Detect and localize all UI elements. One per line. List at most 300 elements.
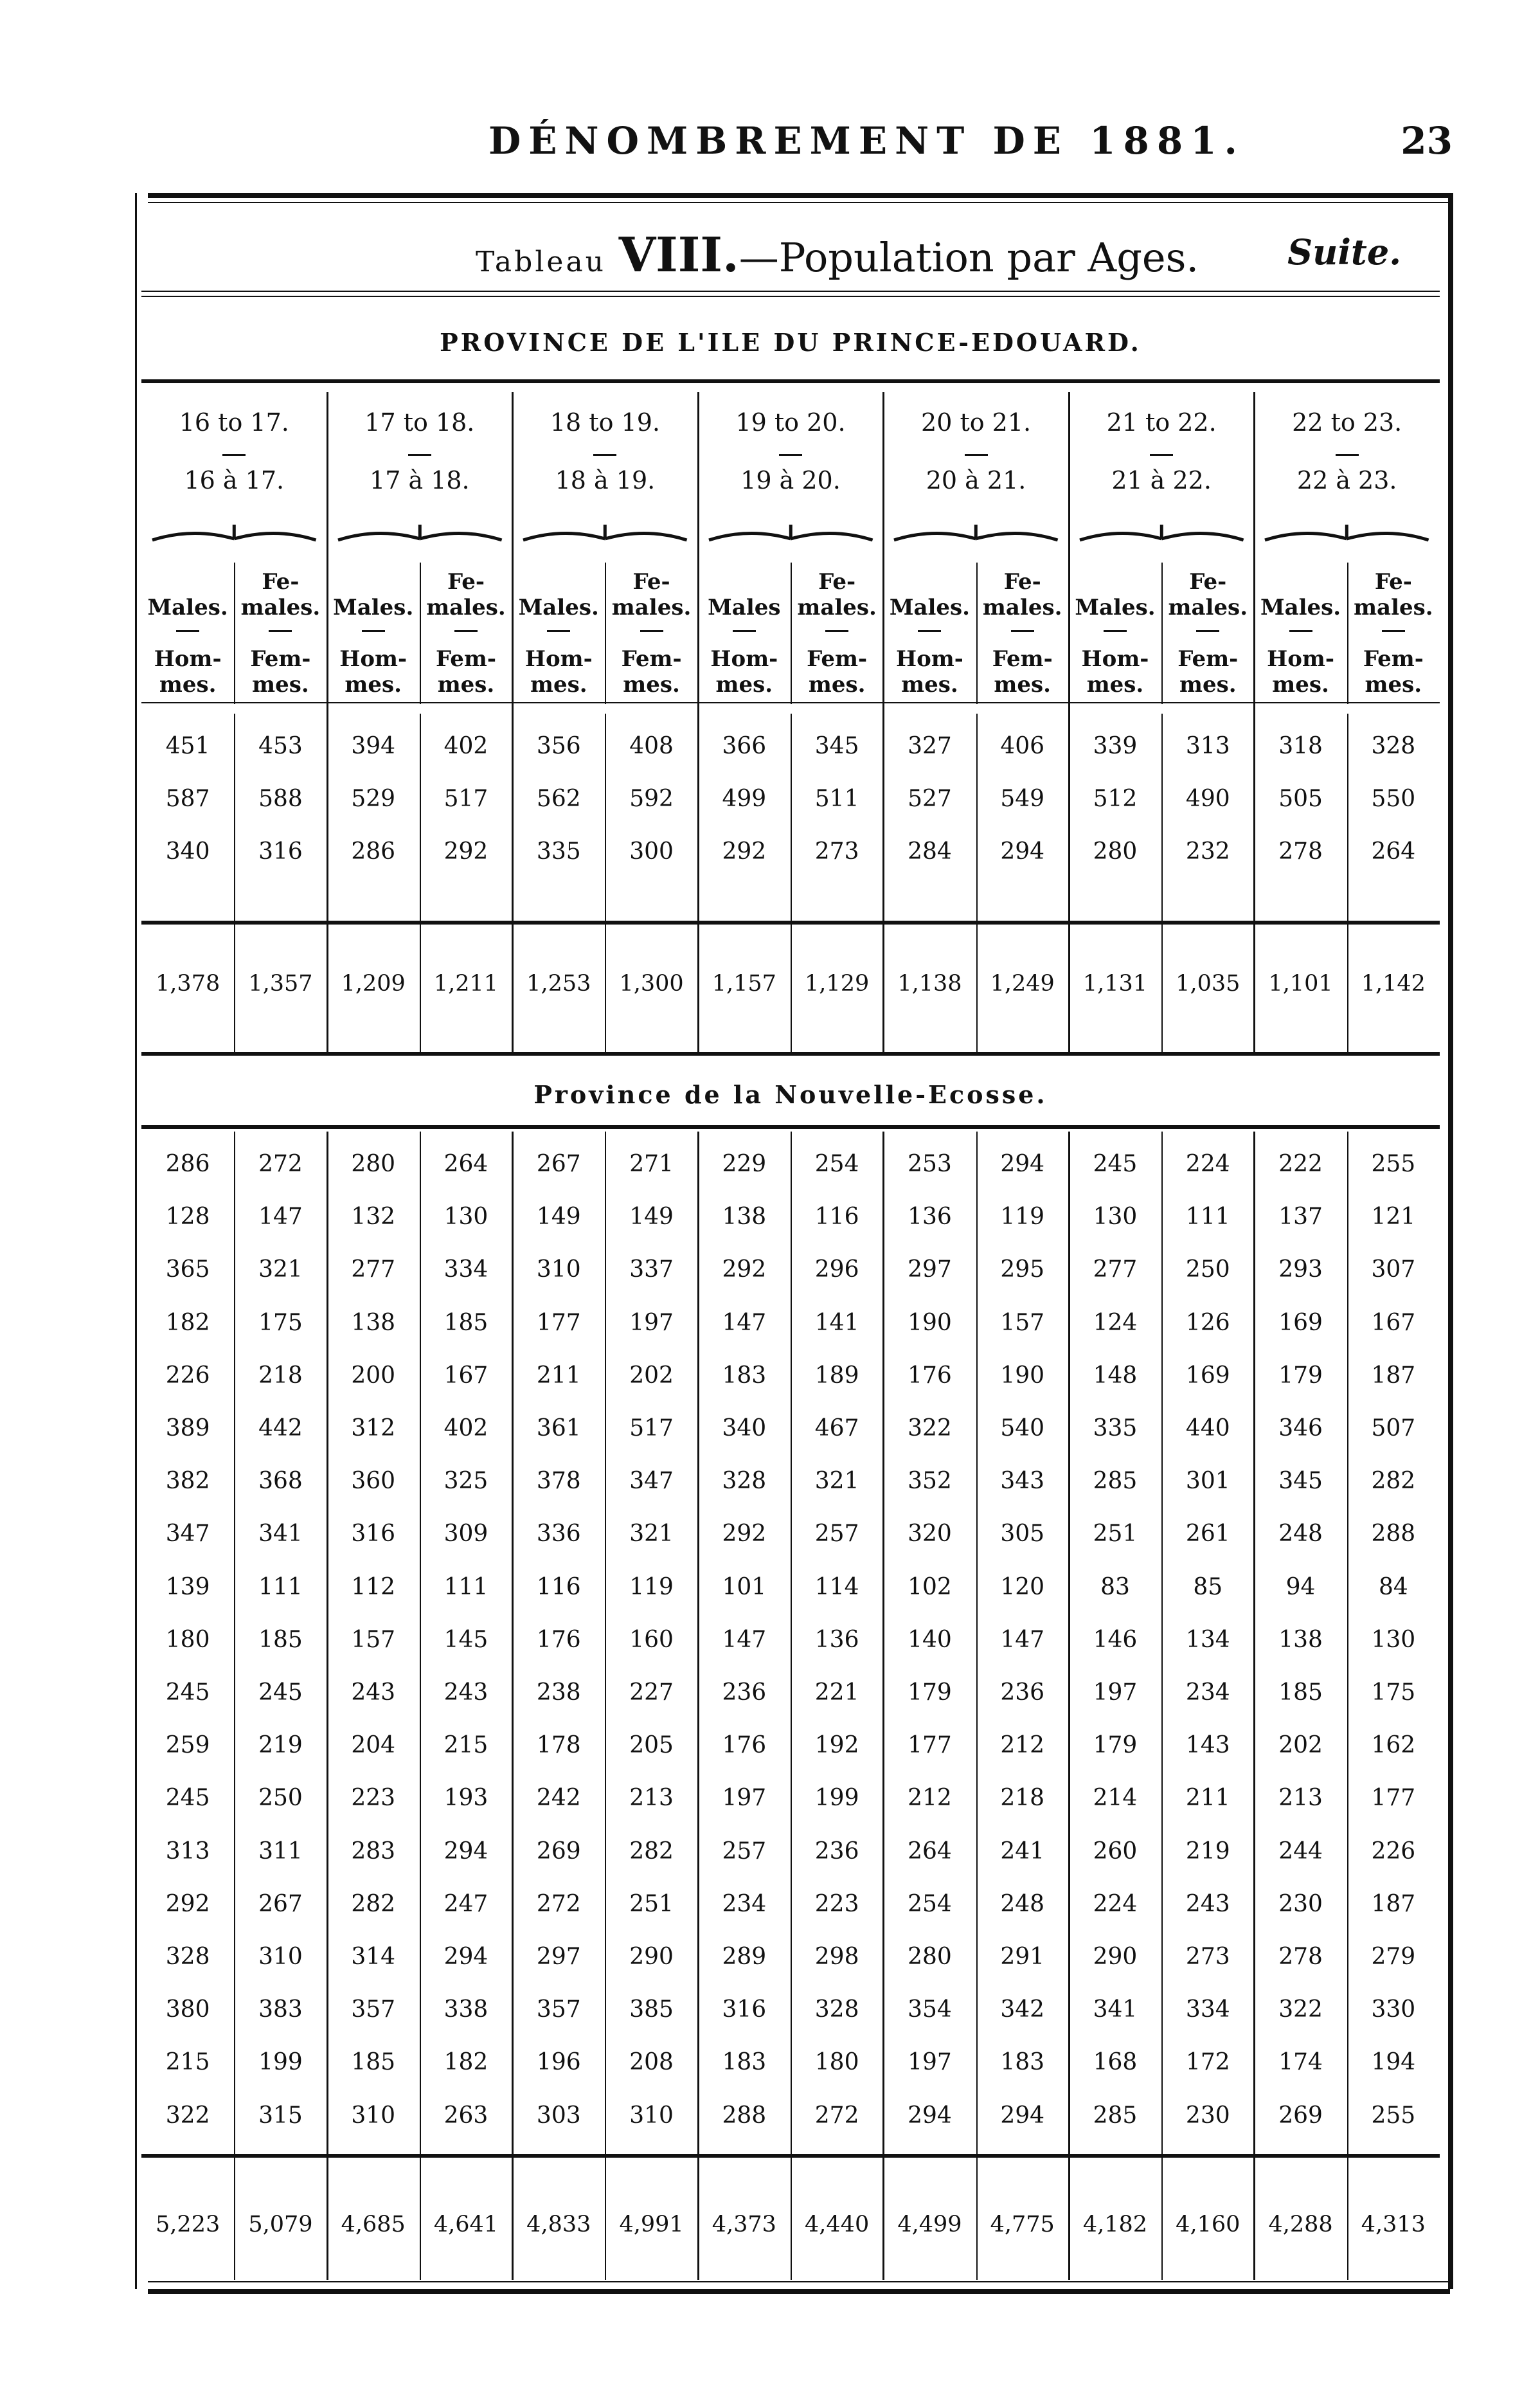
table-cell: 245 [165,1785,210,1812]
brace-icon [1079,521,1245,546]
sub-header-en: Fe- males. [1168,569,1248,620]
table-cell: 290 [1093,1944,1138,1970]
table-cell: 294 [443,1944,488,1970]
sub-header-en: Males. [333,595,414,620]
table-cell: 322 [165,2102,210,2129]
column-divider [234,714,235,926]
table-cell: 157 [351,1626,396,1653]
table-cell: 139 [165,1573,210,1600]
table-cell: 328 [814,1996,859,2023]
table-cell: 309 [443,1521,488,1548]
table-cell: 277 [351,1256,396,1283]
table-cell: 347 [165,1521,210,1548]
table-cell: 328 [722,1468,767,1495]
table-cell: 175 [1371,1679,1416,1706]
table-cell: 341 [258,1521,303,1548]
table-cell: 116 [536,1573,581,1600]
table-cell: 550 [1371,786,1416,812]
total-cell: 4,991 [619,2212,684,2237]
table-cell: 168 [1093,2049,1138,2076]
table-cell: 254 [814,1151,859,1177]
column-divider [1161,714,1163,926]
table-cell: 360 [351,1468,396,1495]
table-cell: 243 [351,1679,396,1706]
table-cell: 205 [629,1732,674,1759]
table-cell: 245 [165,1679,210,1706]
table-cell: 352 [908,1468,952,1495]
table-cell: 138 [1278,1626,1323,1653]
table-cell: 102 [908,1573,952,1600]
table-cell: 143 [1185,1732,1230,1759]
table-cell: 316 [258,838,303,865]
table-cell: 84 [1378,1573,1408,1600]
table-cell: 294 [1000,1151,1045,1177]
table-cell: 114 [814,1573,859,1600]
sub-header-fr: Hom- mes. [895,646,963,698]
table-cell: 382 [165,1468,210,1495]
total-cell: 4,499 [897,2212,962,2237]
sub-header-fr: Hom- mes. [154,646,222,698]
table-cell: 321 [814,1468,859,1495]
table-cell: 251 [629,1890,674,1917]
column-divider [1161,1132,1163,2154]
total-cell: 4,641 [433,2212,499,2237]
table-cell: 315 [258,2102,303,2129]
table-cell: 101 [722,1573,767,1600]
table-cell: 328 [165,1944,210,1970]
table-cell: 174 [1278,2049,1323,2076]
table-cell: 230 [1185,2102,1230,2129]
table-cell: 243 [443,1679,488,1706]
table-cell: 505 [1278,786,1323,812]
dash [640,630,663,632]
column-divider [420,1132,421,2154]
table-cell: 224 [1093,1890,1138,1917]
age-group-label-fr: 17 à 18. [370,466,470,494]
table-cell: 247 [443,1890,488,1917]
column-divider [1347,563,1348,704]
table-cell: 280 [908,1944,952,1970]
table-cell: 279 [1371,1944,1416,1970]
table-cell: 365 [165,1256,210,1283]
table-cell: 288 [1371,1521,1416,1548]
table-cell: 185 [258,1626,303,1653]
table-cell: 273 [1185,1944,1230,1970]
table-cell: 130 [1093,1204,1138,1231]
table-cell: 219 [258,1732,303,1759]
table-cell: 213 [1278,1785,1323,1812]
table-cell: 499 [722,786,767,812]
column-divider [1161,563,1163,704]
table-cell: 138 [722,1204,767,1231]
brace-icon [151,521,318,546]
total-cell: 1,378 [156,971,220,997]
total-cell: 4,685 [341,2212,406,2237]
table-cell: 223 [814,1890,859,1917]
running-head [129,119,1453,170]
table-cell: 260 [1093,1838,1138,1865]
table-cell: 368 [258,1468,303,1495]
table-cell: 361 [536,1415,581,1441]
table-cell: 179 [908,1679,952,1706]
total-cell: 4,182 [1082,2212,1148,2237]
table-cell: 134 [1185,1626,1230,1653]
sub-header-en: Males. [889,595,971,620]
table-cell: 294 [908,2102,952,2129]
column-divider [420,563,421,704]
table-cell: 271 [629,1151,674,1177]
table-cell: 356 [536,733,581,759]
table-cell: 313 [165,1838,210,1865]
table-cell: 301 [1185,1468,1230,1495]
table-cell: 230 [1278,1890,1323,1917]
dash [965,454,988,456]
table-cell: 241 [1000,1838,1045,1865]
sub-header-fr: Fem- mes. [250,646,311,698]
sub-header-fr: Hom- mes. [1267,646,1334,698]
sub-header-en: Fe- males. [240,569,321,620]
table-cell: 549 [1000,786,1045,812]
sub-header-en: Males. [147,595,228,620]
table-cell: 300 [629,838,674,865]
table-cell: 264 [443,1151,488,1177]
sub-header-fr: Hom- mes. [339,646,407,698]
table-cell: 347 [629,1468,674,1495]
table-cell: 328 [1371,733,1416,759]
dash [362,630,385,632]
sub-header-en: Fe- males. [611,569,692,620]
table-cell: 318 [1278,733,1323,759]
column-divider [420,714,421,926]
total-cell: 4,440 [805,2212,870,2237]
total-cell: 5,079 [248,2212,313,2237]
table-cell: 121 [1371,1204,1416,1231]
column-divider [976,714,978,926]
table-cell: 218 [258,1362,303,1389]
table-cell: 178 [536,1732,581,1759]
age-group-label: 20 to 21. [921,408,1032,437]
table-cell: 140 [908,1626,952,1653]
table-cell: 272 [814,2102,859,2129]
table-title-suite: Suite. [1287,231,1401,273]
table-cell: 339 [1093,733,1138,759]
table-cell: 141 [814,1309,859,1336]
table-cell: 264 [908,1838,952,1865]
table-cell: 130 [1371,1626,1416,1653]
table-cell: 283 [351,1838,396,1865]
brace-icon [708,521,874,546]
table-cell: 119 [1000,1204,1045,1231]
table-cell: 291 [1000,1944,1045,1970]
table-cell: 511 [814,786,859,812]
table-cell: 322 [1278,1996,1323,2023]
column-divider [791,1132,792,2154]
table-cell: 327 [908,733,952,759]
table-cell: 517 [443,786,488,812]
total-cell: 1,209 [341,971,406,997]
dash [733,630,756,632]
table-cell: 126 [1185,1309,1230,1336]
sub-header-en: Males. [518,595,599,620]
table-cell: 211 [536,1362,581,1389]
table-cell: 187 [1371,1362,1416,1389]
table-cell: 160 [629,1626,674,1653]
table-cell: 310 [536,1256,581,1283]
sub-header-en: Fe- males. [797,569,877,620]
table-cell: 292 [722,1521,767,1548]
group-divider [512,1132,514,2154]
table-cell: 282 [351,1890,396,1917]
table-cell: 179 [1278,1362,1323,1389]
total-cell: 1,253 [526,971,591,997]
dash [1150,454,1173,456]
age-group-label-fr: 20 à 21. [926,466,1026,494]
table-cell: 248 [1000,1890,1045,1917]
table-cell: 136 [814,1626,859,1653]
table-cell: 345 [1278,1468,1323,1495]
group-divider [1068,714,1070,926]
frame-top-rule [148,193,1450,198]
table-cell: 238 [536,1679,581,1706]
table-cell: 385 [629,1996,674,2023]
table-cell: 357 [536,1996,581,2023]
sub-header-en: Fe- males. [426,569,506,620]
table-cell: 316 [722,1996,767,2023]
table-cell: 94 [1285,1573,1316,1600]
total-cell: 4,775 [990,2212,1055,2237]
table-cell: 296 [814,1256,859,1283]
frame-bottom-rule [148,2289,1450,2294]
sub-header-fr: Hom- mes. [710,646,778,698]
table-cell: 204 [351,1732,396,1759]
table-cell: 229 [722,1151,767,1177]
table-cell: 588 [258,786,303,812]
table-cell: 148 [1093,1362,1138,1389]
table-cell: 197 [722,1785,767,1812]
table-cell: 213 [629,1785,674,1812]
table-cell: 303 [536,2102,581,2129]
table-cell: 292 [165,1890,210,1917]
table-cell: 451 [165,733,210,759]
total-cell: 4,833 [526,2212,591,2237]
table-cell: 346 [1278,1415,1323,1441]
table-cell: 83 [1100,1573,1130,1600]
total-cell: 1,157 [712,971,776,997]
table-cell: 132 [351,1204,396,1231]
table-cell: 214 [1093,1785,1138,1812]
table-cell: 261 [1185,1521,1230,1548]
table-cell: 389 [165,1415,210,1441]
table-cell: 402 [443,1415,488,1441]
table-cell: 226 [1371,1838,1416,1865]
table-cell: 402 [443,733,488,759]
total-cell: 1,035 [1176,971,1240,997]
sub-header-fr: Hom- mes. [1081,646,1149,698]
table-cell: 378 [536,1468,581,1495]
table-cell: 286 [165,1151,210,1177]
dash [454,630,478,632]
column-divider [234,1132,235,2154]
table-cell: 185 [1278,1679,1323,1706]
table-cell: 512 [1093,786,1138,812]
table-cell: 294 [1000,2102,1045,2129]
group-divider [1068,1132,1070,2154]
dash [1011,630,1034,632]
table-cell: 366 [722,733,767,759]
table-cell: 334 [1185,1996,1230,2023]
group-divider [882,714,884,926]
table-cell: 197 [1093,1679,1138,1706]
dash [1289,630,1312,632]
table-cell: 453 [258,733,303,759]
table-cell: 336 [536,1521,581,1548]
table-cell: 343 [1000,1468,1045,1495]
table-cell: 342 [1000,1996,1045,2023]
table-cell: 250 [258,1785,303,1812]
dash [269,630,292,632]
table-cell: 147 [258,1204,303,1231]
table-cell: 540 [1000,1415,1045,1441]
table-cell: 145 [443,1626,488,1653]
table-cell: 194 [1371,2049,1416,2076]
column-divider [976,1132,978,2154]
table-cell: 334 [443,1256,488,1283]
table-cell: 592 [629,786,674,812]
table-cell: 310 [629,2102,674,2129]
table-cell: 289 [722,1944,767,1970]
table-cell: 310 [351,2102,396,2129]
total-cell: 1,357 [248,971,313,997]
table-cell: 284 [908,838,952,865]
table-cell: 264 [1371,838,1416,865]
frame-bottom-rule-thin [148,2281,1450,2282]
dash [1104,630,1127,632]
table-cell: 294 [443,1838,488,1865]
table-cell: 245 [258,1679,303,1706]
total-cell: 4,288 [1268,2212,1333,2237]
table-cell: 337 [629,1256,674,1283]
total-cell: 1,101 [1268,971,1333,997]
table-cell: 269 [1278,2102,1323,2129]
column-divider [605,714,606,926]
table-cell: 442 [258,1415,303,1441]
table-cell: 250 [1185,1256,1230,1283]
table-cell: 177 [536,1309,581,1336]
group-divider [1253,714,1255,926]
table-cell: 236 [814,1838,859,1865]
table-cell: 253 [908,1151,952,1177]
table-cell: 149 [536,1204,581,1231]
table-cell: 119 [629,1573,674,1600]
table-cell: 255 [1371,2102,1416,2129]
table-cell: 208 [629,2049,674,2076]
table-cell: 335 [536,838,581,865]
table-cell: 272 [258,1151,303,1177]
table-cell: 192 [814,1732,859,1759]
table-cell: 269 [536,1838,581,1865]
table-cell: 147 [722,1626,767,1653]
total-cell: 4,373 [712,2212,776,2237]
table-cell: 183 [1000,2049,1045,2076]
table-title-number: VIII. [618,228,739,283]
table-cell: 285 [1093,2102,1138,2129]
table-cell: 211 [1185,1785,1230,1812]
table-cell: 185 [443,1309,488,1336]
rule [141,379,1440,383]
table-cell: 322 [908,1415,952,1441]
table-cell: 354 [908,1996,952,2023]
age-group-label: 19 to 20. [735,408,846,437]
sub-header-fr: Fem- mes. [992,646,1053,698]
table-cell: 325 [443,1468,488,1495]
sub-header-fr: Hom- mes. [524,646,593,698]
table-cell: 290 [629,1944,674,1970]
table-cell: 259 [165,1732,210,1759]
table-cell: 517 [629,1415,674,1441]
dash [1336,454,1359,456]
age-group-label: 18 to 19. [550,408,660,437]
section-title-ns: Province de la Nouvelle-Ecosse. [533,1080,1048,1109]
table-cell: 111 [1185,1204,1230,1231]
table-cell: 189 [814,1362,859,1389]
table-cell: 183 [722,1362,767,1389]
table-cell: 267 [258,1890,303,1917]
dash [918,630,941,632]
table-cell: 147 [722,1309,767,1336]
table-cell: 292 [722,1256,767,1283]
table-cell: 340 [722,1415,767,1441]
table-cell: 507 [1371,1415,1416,1441]
table-cell: 197 [908,2049,952,2076]
table-cell: 320 [908,1521,952,1548]
table-cell: 257 [814,1521,859,1548]
table-cell: 215 [443,1732,488,1759]
table-cell: 236 [1000,1679,1045,1706]
age-group-label: 16 to 17. [179,408,289,437]
table-cell: 112 [351,1573,396,1600]
table-cell: 197 [629,1309,674,1336]
table-cell: 245 [1093,1151,1138,1177]
table-cell: 177 [1371,1785,1416,1812]
table-cell: 292 [443,838,488,865]
table-cell: 307 [1371,1256,1416,1283]
table-title [476,228,1199,283]
table-cell: 294 [1000,838,1045,865]
table-cell: 212 [1000,1732,1045,1759]
age-group-label-fr: 16 à 17. [184,466,285,494]
brace-icon [337,521,503,546]
table-cell: 357 [351,1996,396,2023]
table-cell: 286 [351,838,396,865]
sub-header-fr: Fem- mes. [807,646,868,698]
table-cell: 175 [258,1309,303,1336]
table-cell: 292 [722,838,767,865]
sub-header-en: Fe- males. [1354,569,1433,620]
total-cell: 1,131 [1082,971,1148,997]
table-cell: 124 [1093,1309,1138,1336]
total-cell: 5,223 [156,2212,220,2237]
group-divider [697,714,699,926]
sub-header-fr: Fem- mes. [621,646,682,698]
table-cell: 185 [351,2049,396,2076]
table-cell: 193 [443,1785,488,1812]
table-cell: 149 [629,1204,674,1231]
table-cell: 221 [814,1679,859,1706]
table-cell: 167 [443,1362,488,1389]
table-cell: 335 [1093,1415,1138,1441]
table-cell: 587 [165,786,210,812]
age-group-label-fr: 22 à 23. [1296,466,1397,494]
